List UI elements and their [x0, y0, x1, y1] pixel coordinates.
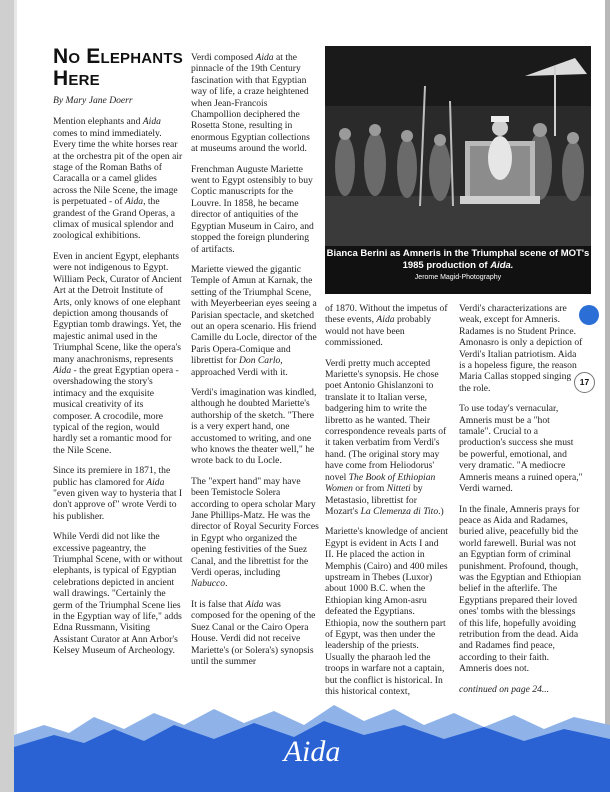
paragraph: Verdi's characterizations are weak, except for Amneris. Radames is no Student Prince. Amonasro is only a depiction of Verdi's Italian patriotism. Aida is a hopeless figure, the reason Maria Callas stopped singing the role. [459, 303, 583, 394]
byline: By Mary Jane Doerr [53, 95, 133, 106]
paragraph: Mention elephants and Aida comes to mind immediately. Every time the white horses rear at the orchestra pit of the open air stage of the Roman Baths of Caracalla or a camel glides across the Nile Scene, the image is perpetuated - of Aida, the grandest of the Grand Operas, a climax of musical splendor and zoological exhibitions. [53, 116, 183, 242]
paragraph: of 1870. Without the impetus of these events, Aida probably would not have been commissioned. [325, 303, 448, 349]
paragraph: Verdi pretty much accepted Mariette's synopsis. He chose poet Antonio Ghislanzoni to translate it to Italian verse, badgering him to write the libretto as he wanted. Their correspondence reveals parts of it taken verbatim from Verdi's hand. (The original story may have come from Heliodorus' novel The Book of Ethiopian Women or from Nitteti by Metastasio, librettist for Mozart's La Clemenza di Tito.) [325, 357, 447, 517]
paragraph: Mariette viewed the gigantic Temple of Amun at Karnak, the setting of the Triumphal Scene, with Meyerbeerian eyes seeing a Parisian spectacle, and sketched out an opera scenario. His friend Camille du Locle, director of the Paris Opera-Comique and librettist for Don Carlo, approached Verdi with it. [191, 263, 317, 378]
scan-margin-shadow [14, 0, 17, 792]
paragraph: It is false that Aida was composed for the opening of the Suez Canal or the Cairo Opera House. Verdi did not receive Mariette's (or Solera's) synopsis until the summer [191, 598, 316, 667]
paragraph: Since its premiere in 1871, the public has clamored for Aida "even given way to hysteria that I don't approve of" wrote Verdi to his publisher. [53, 465, 183, 522]
photo-caption [325, 248, 591, 281]
scan-margin [0, 0, 14, 792]
article-column-4 [459, 303, 583, 704]
paragraph: In the finale, Amneris prays for peace as Aida and Radames, buried alive, peacefully bid the world farewell. Burial was not an Egyptian form of criminal punishment. Profound, though, was the Egyptian and Ethiopian belief in the afterlife. The Egyptians prepared their loved ones' tombs with the blessings of this life, hopefully avoiding retribution from the dead. Aida and Radames find peace, according to their faith. Amneris does not. [459, 503, 582, 675]
paragraph: Mariette's knowledge of ancient Egypt is evident in Acts I and II. He placed the action in Memphis (Cairo) and 400 miles upstream in Thebes (Luxor) about 1000 B.C. when the Ethiopian king Amon-asru defeated the Egyptians. Ethiopia, now the southern part of Egypt, was then under the leadership of the priests. Usually the pharaoh led the troops in warfare not a captain, but the conflict is historical. In this historical context, [325, 526, 448, 697]
photo-block [325, 46, 591, 294]
paragraph: Verdi composed Aida at the pinnacle of the 19th Century fascination with that Egyptian way of life, a craze heightened when Jean-Francois Champollion deciphered the Rosetta Stone, resulting in enormous Egyptian collections at museums around the world. [191, 52, 310, 155]
paragraph: To use today's vernacular, Amneris must be a "hot tamale". Crucial to a production's success she must be powerful, emotional, and very dramatic. "A mediocre Amneris means a ruined opera," Verdi warned. [459, 403, 583, 495]
scan-right-edge [605, 0, 610, 792]
photo-illustration [325, 46, 591, 246]
paragraph: Even in ancient Egypt, elephants were not indigenous to Egypt. William Peck, Curator of Ancient Art at the Detroit Institute of Arts, only knows of one elephant depiction among thousands of Egyptian tomb drawings. Yet, the majestic animal used in the Triumphal Scene, like the opera's many anachronisms, represents Aida - the great Egyptian opera - overshadowing the story's intimacy and the exquisite musical creativity of its composer. A crocodile, more typical of the region, would hardly set a romantic mood for the Nile Scene. [53, 250, 182, 456]
article-column-3 [325, 303, 449, 706]
footer-banner [14, 695, 610, 792]
caption-text: Bianca Berini as Amneris in the Triumphal scene of MOT's 1985 production of Aida. [326, 248, 590, 271]
article-headline [53, 46, 183, 90]
footer-title: Aida [283, 735, 341, 768]
page-number: 17 [574, 372, 595, 393]
article-column-2 [191, 52, 319, 676]
continued-note: continued on page 24... [459, 683, 550, 695]
paragraph: The "expert hand" may have been Temistocle Solera according to opera scholar Mary Jane Phillips-Matz. He was the director of Royal Security Forces in Egypt who organized the opening festivities of the Suez Canal, and the librettist for the Verdi operas, including Nabucco. [191, 475, 319, 590]
article-column-1 [53, 46, 183, 666]
paragraph: While Verdi did not like the excessive pageantry, the Triumphal Scene, with or without elephants, is typical of Egyptian celebrations depicted in ancient wall drawings. "Certainly the germ of the Triumphal Scene lies in the Egyptian way of life," adds Edna Russmann, Visiting Assistant Curator at Ann Arbor's Kelsey Museum of Archeology. [53, 531, 183, 657]
triumphal-scene-photo [325, 46, 591, 246]
paragraph: Frenchman Auguste Mariette went to Egypt ostensibly to buy Coptic manuscripts for the Louvre. In 1858, he became director of antiquities of the Egyptian Museum in Cairo, and stopped the foreign plundering of artifacts. [191, 163, 314, 255]
headline-line-1: No Elephants [53, 45, 183, 68]
paragraph: Verdi's imagination was kindled, although he doubted Mariette's authorship of the sketch. "There is a very expert hand, one accustomed to writing, and one who knows the theater well," he wrote back to du Locle. [191, 386, 317, 467]
headline-line-2: Here [53, 67, 100, 90]
photo-credit: Jerome Magid-Photography [414, 274, 502, 281]
